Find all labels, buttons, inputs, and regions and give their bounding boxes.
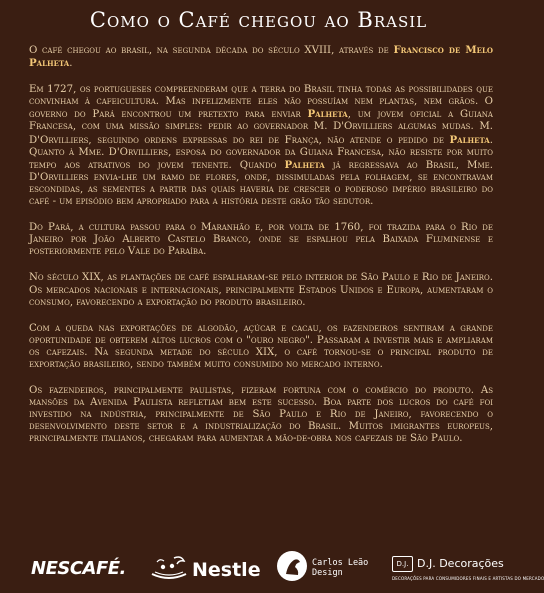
dj-decoracoes-tagline: DECORAÇÕES PARA CONSUMIDORES FINAIS E ARTISTAS DO MERCADO bbox=[392, 576, 544, 581]
highlight-name: Francisco de Melo Palheta bbox=[29, 44, 493, 70]
paragraph-2-text-a: Em 1727, os portugueses compreenderam que a terra do Brasil tinha todas as possibilidades que convinham à cafeicultura. Mas infelizmente eles não possuíam nem plantas, nem grãos. O governo do Pará encontrou um pretexto para enviar bbox=[29, 84, 493, 121]
page-title: Como o Café chegou ao Brasil bbox=[89, 8, 428, 32]
carlos-leao-line2: Design bbox=[312, 567, 343, 578]
nescafe-logo: NESCAFÉ. bbox=[31, 558, 126, 579]
sponsor-logos bbox=[0, 548, 544, 588]
dj-decoracoes-logo bbox=[392, 554, 544, 582]
paragraph-6: Os fazendeiros, principalmente paulistas, fizeram fortuna com o comércio do produto. As mansões da Avenida Paulista refletiam bem este sucesso. Boa parte dos lucros do café foi investido na indústria, principalmente de São Paulo e Rio de Janeiro, favorecendo o desenvolvimento deste setor e a industrialização do Brasil. Muitos imigrantes europeus, principalmente italianos, chegaram para aumentar a mão-de-obra nos cafezais de São Paulo. bbox=[29, 385, 493, 445]
carlos-leao-line1: Carlos Leão bbox=[312, 558, 369, 568]
nestle-logo bbox=[148, 552, 260, 582]
nest-icon bbox=[148, 552, 190, 582]
paragraph-4: No século XIX, as plantações de café espalharam-se pelo interior de São Paulo e Rio de Janeiro. Os mercados nacionais e internacionais, principalmente Estados Unidos e Europa, aumentaram o consumo, favorecendo a exportação do produto brasileiro. bbox=[29, 272, 493, 308]
highlight-name: Palheta bbox=[449, 133, 490, 146]
paragraph-1 bbox=[29, 44, 493, 70]
carlos-leao-emblem-icon bbox=[276, 550, 308, 582]
carlos-leao-design-logo bbox=[276, 550, 381, 584]
nestle-wordmark: Nestle bbox=[192, 559, 261, 581]
highlight-name: Palheta bbox=[307, 108, 348, 121]
paragraph-2 bbox=[29, 84, 493, 208]
paragraph-1-end: . bbox=[69, 58, 73, 70]
paragraph-2-text-b: , um jovem oficial a Guiana Francesa, com uma missão simples: pedir ao governador M. D'Orvilliers algumas mudas. M. D'Orvilliers, seguindo ordens expressas do rei de França, não atende o pedido de bbox=[29, 109, 493, 146]
paragraph-2-text-c: . Quanto à Mme. D'Orvilliers, esposa do governador da Guiana Francesa, não resiste por muito tempo aos atrativos do jovem tenente. Quando bbox=[29, 134, 493, 171]
highlight-name: Palheta bbox=[284, 158, 325, 171]
dj-mark-icon: D.J. bbox=[392, 556, 413, 572]
dj-decoracoes-name: D.J. Decorações bbox=[417, 557, 504, 570]
paragraph-1-text: O café chegou ao brasil, na segunda década do século XVIII, através de bbox=[29, 45, 394, 56]
article-body bbox=[29, 44, 493, 460]
paragraph-2-text-d: já regressava ao Brasil, Mme. D'Orvilliers envia-lhe um ramo de flores, onde, dissimuladas pela folhagem, se encontravam escondidas, as sementes a partir das quais haveria de crescer o poderoso império brasileiro do café - um episódio bem apropriado para a história deste grão tão sedutor. bbox=[29, 159, 494, 208]
carlos-leao-text bbox=[312, 559, 368, 578]
paragraph-3: Do Pará, a cultura passou para o Maranhão e, por volta de 1760, foi trazida para o Rio de Janeiro por João Alberto Castelo Branco, onde se espalhou pela Baixada Fluminense e posteriormente pelo Vale do Paraíba. bbox=[29, 222, 493, 258]
paragraph-5: Com a queda nas exportações de algodão, açúcar e cacau, os fazendeiros sentiram a grande oportunidade de obterem altos lucros com o "ouro negro". Passaram a investir mais e ampliaram os cafezais. Na segunda metade do século XIX, o café tornou-se o principal produto de exportação brasileiro, sendo também muito consumido no mercado interno. bbox=[29, 322, 493, 370]
